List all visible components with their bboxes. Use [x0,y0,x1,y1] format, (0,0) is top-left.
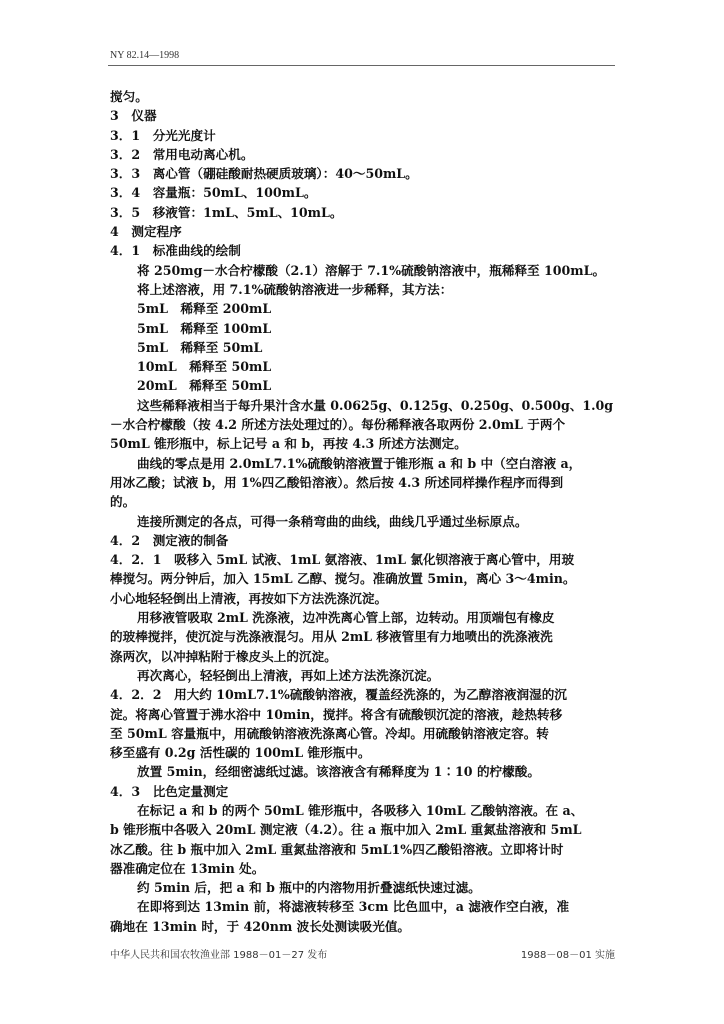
text-line: 确地在 13min 时，于 420nm 波长处测读吸光值。 [110,918,411,934]
text-line: 曲线的零点是用 2.0mL7.1%硫酸钠溶液置于锥形瓶 a 和 b 中（空白溶液 a， [137,455,582,471]
text-line: 3．4 容量瓶：50mL、100mL。 [110,185,317,201]
text-line: 3．5 移液管：1mL、5mL、10mL。 [110,204,343,220]
issue-info: 中华人民共和国农牧渔业部 1988－01－27 发布 [110,950,328,961]
page-footer [110,946,615,961]
text-line: 搅匀。 [110,89,148,104]
text-line: 3．2 常用电动离心机。 [110,146,254,162]
text-line: 4．2 测定液的制备 [110,532,229,548]
text-line: 3．3 离心管（硼硅酸耐热硬质玻璃）：40～50mL。 [110,166,418,182]
text-line: 冰乙酸。往 b 瓶中加入 2mL 重氮盐溶液和 5mL1%四乙酸铅溶液。立即将计时 [110,841,564,857]
text-line: 4．3 比色定量测定 [110,783,229,799]
text-line: 在即将到达 13min 前，将滤液转移至 3cm 比色皿中，a 滤液作空白液，准 [137,899,570,915]
text-line: b 锥形瓶中各吸入 20mL 测定液（4.2）。往 a 瓶中加入 2mL 重氮盐溶液和 5mL [110,822,582,838]
text-line: 5mL 稀释至 50mL [137,339,263,355]
text-line: 淀。将离心管置于沸水浴中 10min，搅拌。将含有硫酸钡沉淀的溶液，趁热转移 [110,706,563,722]
text-line: 3．1 分光光度计 [110,127,216,143]
text-line: －水合柠檬酸（按 4.2 所述方法处理过的）。每份稀释液各取两份 2.0mL 于两个 [110,417,566,433]
text-line: 4．2．2 用大约 10mL7.1%硫酸钠溶液，覆盖经洗涤的，为乙醇溶液润湿的沉 [110,687,567,703]
header-divider [108,65,615,66]
text-line: 至 50mL 容量瓶中，用硫酸钠溶液洗涤离心管。冷却。用硫酸钠溶液定容。转 [110,725,549,741]
text-line: 4 测定程序 [110,224,182,240]
text-line: 将 250mg－水合柠檬酸（2.1）溶解于 7.1%硫酸钠溶液中，瓶稀释至 100mL。 [137,262,606,278]
text-line: 器准确定位在 13min 处。 [110,860,265,876]
text-line: 这些稀释液相当于每升果汁含水量 0.0625g、0.125g、0.250g、0.500g、1.0g [137,397,614,413]
text-line: 涤两次，以冲掉粘附于橡皮头上的沉淀。 [110,648,337,664]
text-line: 用移液管吸取 2mL 洗涤液，边冲洗离心管上部，边转动。用顶端包有橡皮 [137,610,555,626]
text-line: 在标记 a 和 b 的两个 50mL 锥形瓶中，各吸移入 10mL 乙酸钠溶液。在 a、 [137,802,584,818]
text-line: 的玻棒搅拌，使沉淀与洗涤液混匀。用从 2mL 移液管里有力地喷出的洗涤液洗 [110,629,553,645]
text-line: 4．1 标准曲线的绘制 [110,243,241,259]
document-body [110,87,615,936]
text-line: 棒搅匀。两分钟后，加入 15mL 乙醇、搅匀。准确放置 5min，离心 3～4min。 [110,571,576,587]
document-code: NY 82.14—1998 [110,50,180,61]
text-line: 将上述溶液，用 7.1%硫酸钠溶液进一步稀释，其方法： [137,281,453,297]
text-line: 4．2．1 吸移入 5mL 试液、1mL 氨溶液、1mL 氯化钡溶液于离心管中，用玻 [110,552,575,568]
text-line: 20mL 稀释至 50mL [137,378,272,394]
text-line: 10mL 稀释至 50mL [137,359,272,375]
text-line: 放置 5min，经细密滤纸过滤。该溶液含有稀释度为 1∶10 的柠檬酸。 [137,764,540,780]
text-line: 再次离心，轻轻倒出上清液，再如上述方法洗涤沉淀。 [137,667,440,683]
text-line: 3 仪器 [110,108,157,124]
text-line: 连接所测定的各点，可得一条稍弯曲的曲线，曲线几乎通过坐标原点。 [137,513,528,529]
text-line: 的。 [110,494,136,510]
text-line: 用冰乙酸；试液 b，用 1%四乙酸铅溶液）。然后按 4.3 所述同样操作程序而得到 [110,474,564,490]
text-line: 移至盛有 0.2g 活性碳的 100mL 锥形瓶中。 [110,745,371,761]
text-line: 5mL 稀释至 200mL [137,301,272,317]
text-line: 50mL 锥形瓶中，标上记号 a 和 b，再按 4.3 所述方法测定。 [110,436,467,452]
text-line: 约 5min 后，把 a 和 b 瓶中的内溶物用折叠滤纸快速过滤。 [137,880,481,896]
implementation-date: 1988－08－01 实施 [520,950,615,961]
text-line: 小心地轻轻倒出上清液，再按如下方法洗涤沉淀。 [110,590,388,606]
text-line: 5mL 稀释至 100mL [137,320,272,336]
